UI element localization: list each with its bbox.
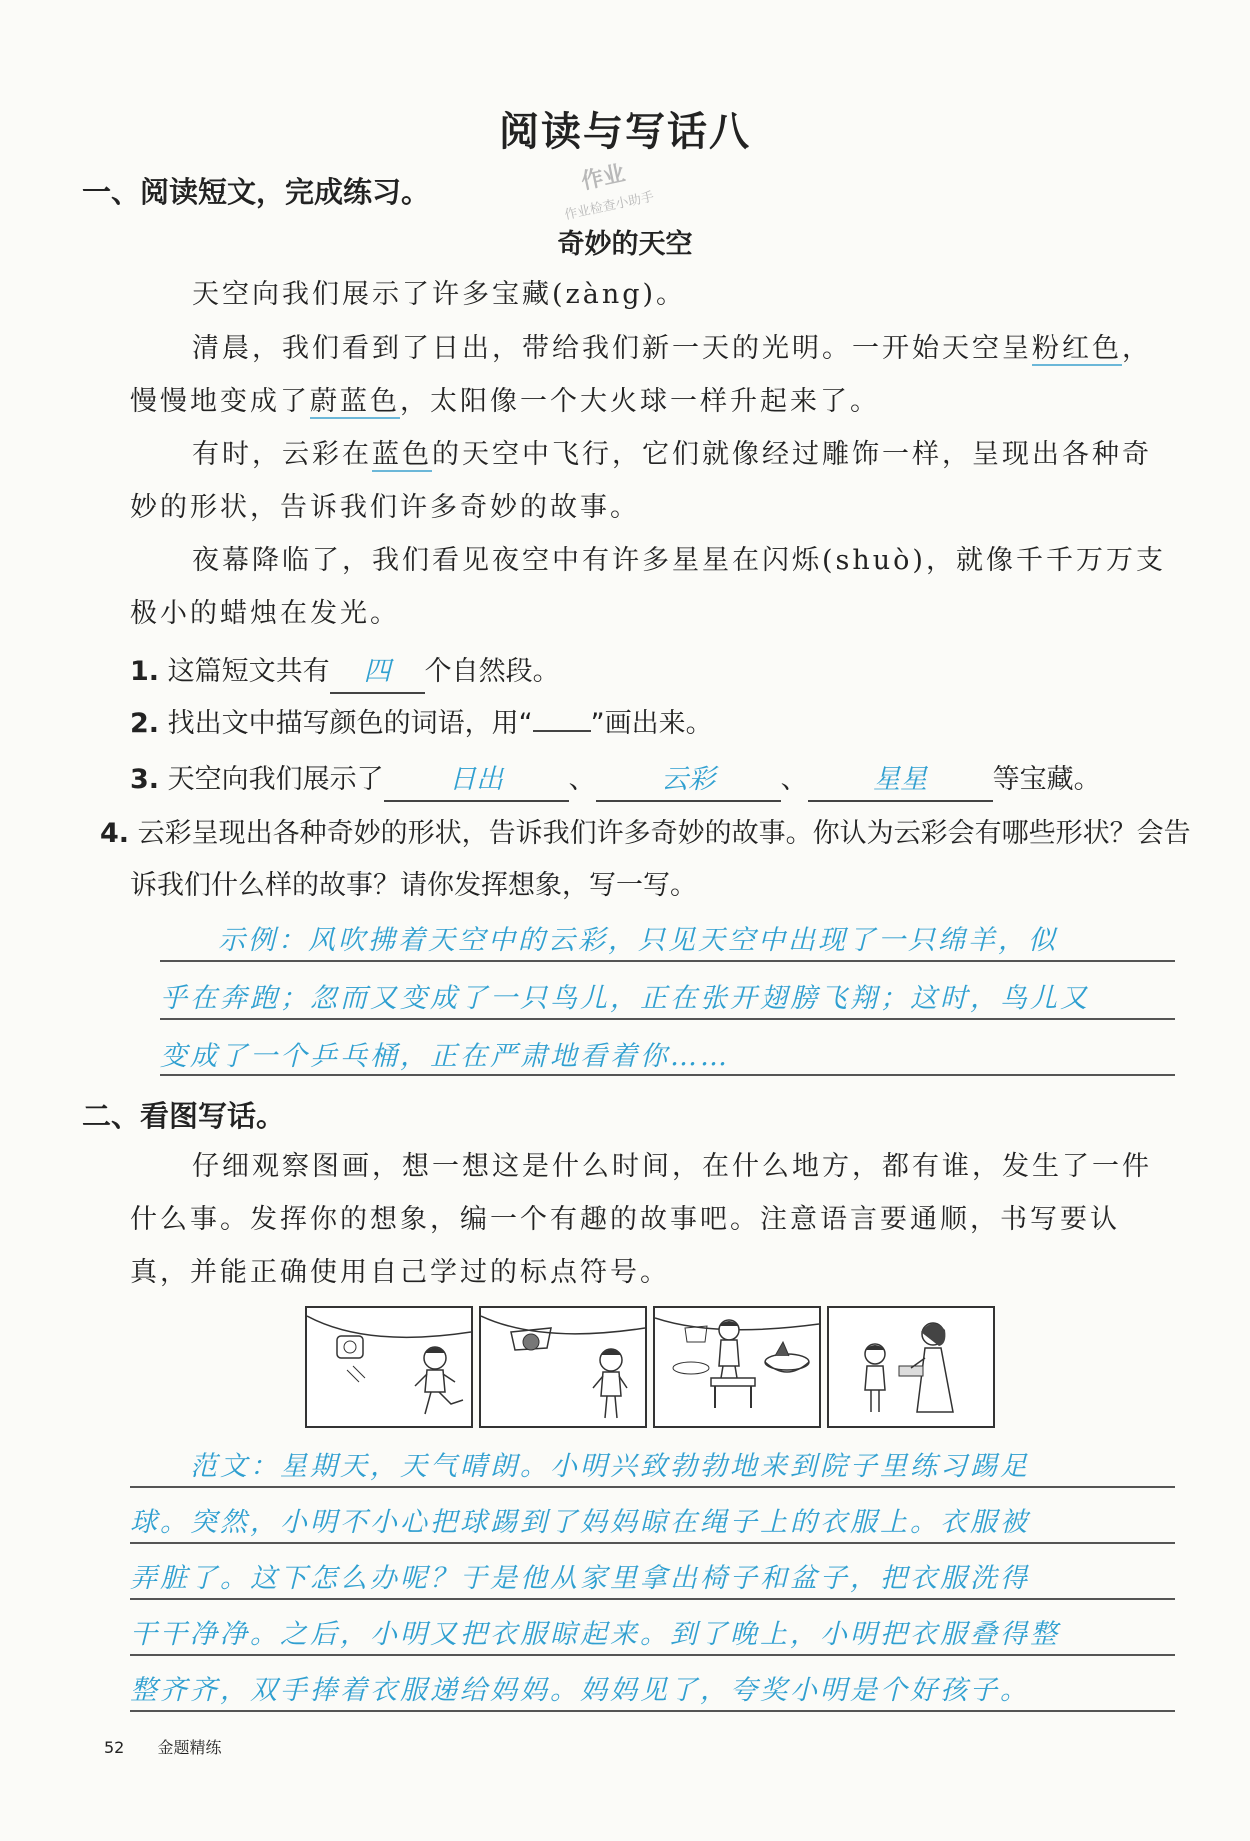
- question-4-answer-line-3[interactable]: 变成了一个乒乓桶，正在严肃地看着你……: [160, 1041, 730, 1072]
- question-1-text-b: 个自然段。: [424, 656, 560, 687]
- essay-line-1[interactable]: 范文：星期天，天气晴朗。小明兴致勃勃地来到院子里练习踢足: [190, 1451, 1030, 1482]
- paragraph-2-text-c: ，太阳像一个大火球一样升起来了。: [400, 386, 880, 417]
- story-paragraph-1: [130, 268, 1175, 321]
- picture-2: [479, 1306, 647, 1428]
- section-2-instruction: 仔细观察图画，想一想这是什么时间，在什么地方，都有谁，发生了一件什么事。发挥你的想象，编一个有趣的故事吧。注意语言要通顺，书写要认真，并能正确使用自己学过的标点符号。: [130, 1151, 1152, 1288]
- picture-3: [653, 1306, 821, 1428]
- question-4-text: 云彩呈现出各种奇妙的形状，告诉我们许多奇妙的故事。你认为云彩会有哪些形状？会告诉我们什么样的故事？请你发挥想象，写一写。: [130, 818, 1191, 901]
- question-2-text-b: ”画出来。: [590, 708, 713, 739]
- story-paragraph-3: [130, 428, 1175, 534]
- question-3-number: 3.: [130, 764, 160, 795]
- section-1-heading: 一、阅读短文，完成练习。: [82, 175, 431, 209]
- paragraph-3-text-b: 的天空中飞行，它们就像经过雕饰一样，呈现出各种奇妙的形状，告诉我们许多奇妙的故事。: [130, 439, 1152, 523]
- paragraph-4-text: 夜幕降临了，我们看见夜空中有许多星星在闪烁(shuò)，就像千千万万支极小的蜡烛在发光。: [130, 545, 1166, 629]
- question-4-answer-line-2[interactable]: 乎在奔跑；忽而又变成了一只鸟儿，正在张开翅膀飞翔；这时，鸟儿又: [160, 983, 1090, 1014]
- story-title: 奇妙的天空: [557, 229, 693, 260]
- essay-rule-1: [130, 1486, 1175, 1488]
- question-3-answer-blank-2[interactable]: 云彩: [596, 760, 781, 802]
- question-4-answer-line-1[interactable]: 示例：风吹拂着天空中的云彩，只见天空中出现了一只绵羊，似: [218, 925, 1058, 956]
- essay-rule-4: [130, 1654, 1175, 1656]
- question-3-answer-blank-3[interactable]: 星星: [808, 760, 993, 802]
- picture-1: [305, 1306, 473, 1428]
- question-4-number: 4.: [100, 818, 130, 849]
- essay-rule-3: [130, 1598, 1175, 1600]
- question-3-separator-2: 、: [780, 764, 808, 795]
- paragraph-3-text-a: 有时，云彩在: [192, 439, 372, 470]
- boy-gives-clothes-to-mother-illustration: [829, 1308, 993, 1426]
- page-number: 52: [104, 1738, 125, 1757]
- essay-rule-5: [130, 1710, 1175, 1712]
- question-2: [130, 698, 1175, 750]
- essay-line-2[interactable]: 球。突然，小明不小心把球踢到了妈妈晾在绳子上的衣服上。衣服被: [130, 1507, 1030, 1538]
- essay-line-3[interactable]: 弄脏了。这下怎么办呢？于是他从家里拿出椅子和盆子，把衣服洗得: [130, 1563, 1030, 1594]
- picture-4: [827, 1306, 995, 1428]
- answer-rule-1: [160, 960, 1175, 962]
- underline-sample-mark: [533, 730, 591, 732]
- color-word-pink: 粉红色: [1032, 333, 1122, 364]
- paragraph-2-text-a: 清晨，我们看到了日出，带给我们新一天的光明。一开始天空呈: [192, 333, 1032, 364]
- page-footer: [104, 1735, 221, 1758]
- question-4: [100, 808, 1205, 912]
- ball-hits-clothes-illustration: [481, 1308, 645, 1426]
- question-1-number: 1.: [130, 656, 160, 687]
- stamp-line-1: 作业: [579, 161, 628, 195]
- essay-rule-2: [130, 1542, 1175, 1544]
- color-word-azure: 蔚蓝色: [310, 386, 400, 417]
- essay-line-5[interactable]: 整齐齐，双手捧着衣服递给妈妈。妈妈见了，夸奖小明是个好孩子。: [130, 1675, 1030, 1706]
- essay-line-4[interactable]: 干干净净。之后，小明又把衣服晾起来。到了晚上，小明把衣服叠得整: [130, 1619, 1060, 1650]
- answer-rule-3: [160, 1074, 1175, 1076]
- question-3-answer-blank-1[interactable]: 日出: [384, 760, 569, 802]
- section-2-heading: 二、看图写话。: [82, 1099, 286, 1133]
- paragraph-2-text-b: ，慢慢地变成了: [130, 333, 1152, 417]
- question-2-text-a: 找出文中描写颜色的词语，用“: [167, 708, 533, 739]
- color-word-blue: 蓝色: [372, 439, 432, 470]
- story-paragraph-4: [130, 534, 1175, 640]
- question-1: [130, 646, 1175, 698]
- boy-kicking-ball-illustration: [307, 1308, 471, 1426]
- page-title: 阅读与写话八: [499, 109, 751, 155]
- question-1-text-a: 这篇短文共有: [167, 656, 330, 687]
- boy-washing-clothes-illustration: [655, 1308, 819, 1426]
- question-1-answer-blank[interactable]: 四: [330, 652, 425, 694]
- question-3-separator-1: 、: [568, 764, 596, 795]
- question-2-number: 2.: [130, 708, 160, 739]
- question-3: [130, 754, 1175, 806]
- question-3-text-b: 等宝藏。: [992, 764, 1101, 795]
- question-3-text-a: 天空向我们展示了: [167, 764, 384, 795]
- story-paragraph-2: [130, 322, 1175, 428]
- stamp-line-2: 作业检查小助手: [563, 189, 656, 224]
- paragraph-1-text: 天空向我们展示了许多宝藏(zàng)。: [192, 279, 687, 310]
- book-name: 金题精练: [157, 1738, 222, 1757]
- answer-rule-2: [160, 1018, 1175, 1020]
